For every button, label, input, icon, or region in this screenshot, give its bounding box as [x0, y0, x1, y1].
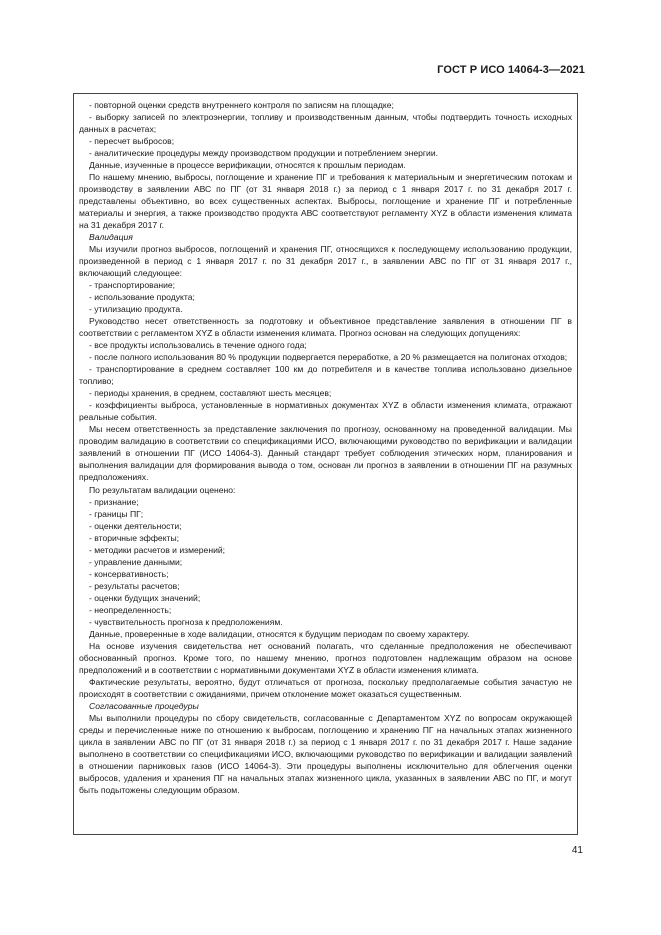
text-frame [73, 93, 578, 835]
section-heading: Валидация [89, 232, 133, 243]
section-heading: Согласованные процедуры [89, 700, 199, 711]
paragraph: - консервативность; [89, 568, 169, 579]
paragraph: Данные, проверенные в ходе валидации, относятся к будущим периодам по своему характеру. [89, 628, 470, 639]
paragraph: - все продукты использовались в течение одного года; [89, 340, 307, 351]
paragraph: - методики расчетов и измерений; [89, 544, 226, 555]
page-number: 41 [571, 845, 583, 856]
paragraph: Мы выполнили процедуры по сбору свидетельств, согласованные с Департаментом XYZ по вопросам окружающей среды и перечисленные ниже по отношению к выбросам, поглощению и хранению ПГ на начальных этапах жизненного цикла в заявлении АВС по ПГ (от 31 января 2018 г.) за период с 1 января 2017 г. по 31 декабря 2017 г. Наше задание выполнено в соответствии со спецификациями ИСО, включающими руководство по верификации и валидации заявлений в отношении парниковых газов (ИСО 14064-3). Эти процедуры выполнены исключительно для облегчения оценки выбросов, удаления и хранения ПГ на начальных этапах жизненного цикла, указанных в заявлении АВС по ПГ, и могут быть подытожены следующим образом. [79, 712, 572, 795]
paragraph: Мы несем ответственность за представление заключения по прогнозу, основанному на проведенной валидации. Мы проводим валидацию в соответствии со спецификациями ИСО, включающими руководство по верификации и валидации заявлений в отношении ПГ (ИСО 14064-3). Данный стандарт требует соблюдения этических норм, планирования и выполнения валидации для формирования вывода о том, основан ли прогноз в заявлении в отношении ПГ на разумных предположениях. [79, 424, 572, 483]
paragraph: - вторичные эффекты; [89, 532, 180, 543]
paragraph: По нашему мнению, выбросы, поглощение и хранение ПГ и требования к материальным и энергетическим потокам и производству в заявлении АВС по ПГ (от 31 января 2018 г.) за период с 1 января 2017 г. по 31 декабря 2017 г. представлены объективно, во всех существенных аспектах. Выбросы, поглощение и хранение ПГ и потребленные материалы и энергия, а также производство продукта АВС соответствуют регламенту XYZ в области изменения климата на 31 декабря 2017 г. [79, 172, 572, 231]
paragraph: - транспортирование в среднем составляет 100 км до потребителя и в качестве топлива использовано дизельное топливо; [79, 364, 572, 387]
paragraph: - использование продукта; [89, 292, 195, 303]
paragraph: - аналитические процедуры между производством продукции и потреблением энергии. [89, 148, 439, 159]
paragraph: - повторной оценки средств внутреннего контроля по записям на площадке; [89, 100, 394, 110]
paragraph: - управление данными; [89, 556, 183, 567]
paragraph: - после полного использования 80 % продукции подвергается переработке, а 20 % размещается на полигонах отходов; [89, 352, 568, 363]
paragraph: Руководство несет ответственность за подготовку и объективное представление заявления в отношении ПГ в соответствии с регламентом XYZ в области изменения климата. Прогноз основан на следующих допущениях: [79, 316, 572, 339]
paragraph: По результатам валидации оценено: [89, 484, 236, 495]
paragraph: - транспортирование; [89, 280, 176, 291]
paragraph: - результаты расчетов; [89, 580, 180, 591]
paragraph: Мы изучили прогноз выбросов, поглощений и хранения ПГ, относящихся к последующему использованию продукции, произведенной в период с 1 января 2017 г. по 31 декабря 2017 г., в заявлении АВС по ПГ от 31 января 2017 г., включающий следующее: [79, 244, 572, 279]
document-header: ГОСТ Р ИСО 14064-3—2021 [437, 64, 585, 76]
paragraph: - периоды хранения, в среднем, составляют шесть месяцев; [89, 388, 332, 399]
paragraph: Фактические результаты, вероятно, будут отличаться от прогноза, поскольку предполагаемые события зачастую не происходят в соответствии с ожиданиями, причем отклонение может оказаться существенным. [79, 676, 572, 699]
paragraph: - коэффициенты выброса, установленные в нормативных документах XYZ в области изменения климата, отражают реальные события. [79, 400, 572, 423]
paragraph: - утилизацию продукта. [89, 304, 183, 315]
paragraph: - чувствительность прогноза к предположениям. [89, 616, 283, 627]
paragraph: - неопределенность; [89, 604, 172, 615]
paragraph: - оценки деятельности; [89, 520, 182, 531]
paragraph: - оценки будущих значений; [89, 592, 201, 603]
paragraph: - пересчет выбросов; [89, 136, 175, 147]
paragraph: Данные, изученные в процессе верификации, относятся к прошлым периодам. [89, 160, 406, 171]
paragraph: - границы ПГ; [89, 508, 144, 519]
paragraph: - выборку записей по электроэнергии, топливу и производственным данным, чтобы подтвердить точность исходных данных в расчетах; [79, 112, 572, 135]
paragraph: На основе изучения свидетельства нет оснований полагать, что сделанные предположения не обеспечивают обоснованный прогноз. Кроме того, по нашему мнению, прогноз подготовлен надлежащим образом на основе предположений и в соответствии с нормативными документами XYZ в области изменения климата. [79, 640, 572, 675]
paragraph: - признание; [89, 496, 139, 507]
